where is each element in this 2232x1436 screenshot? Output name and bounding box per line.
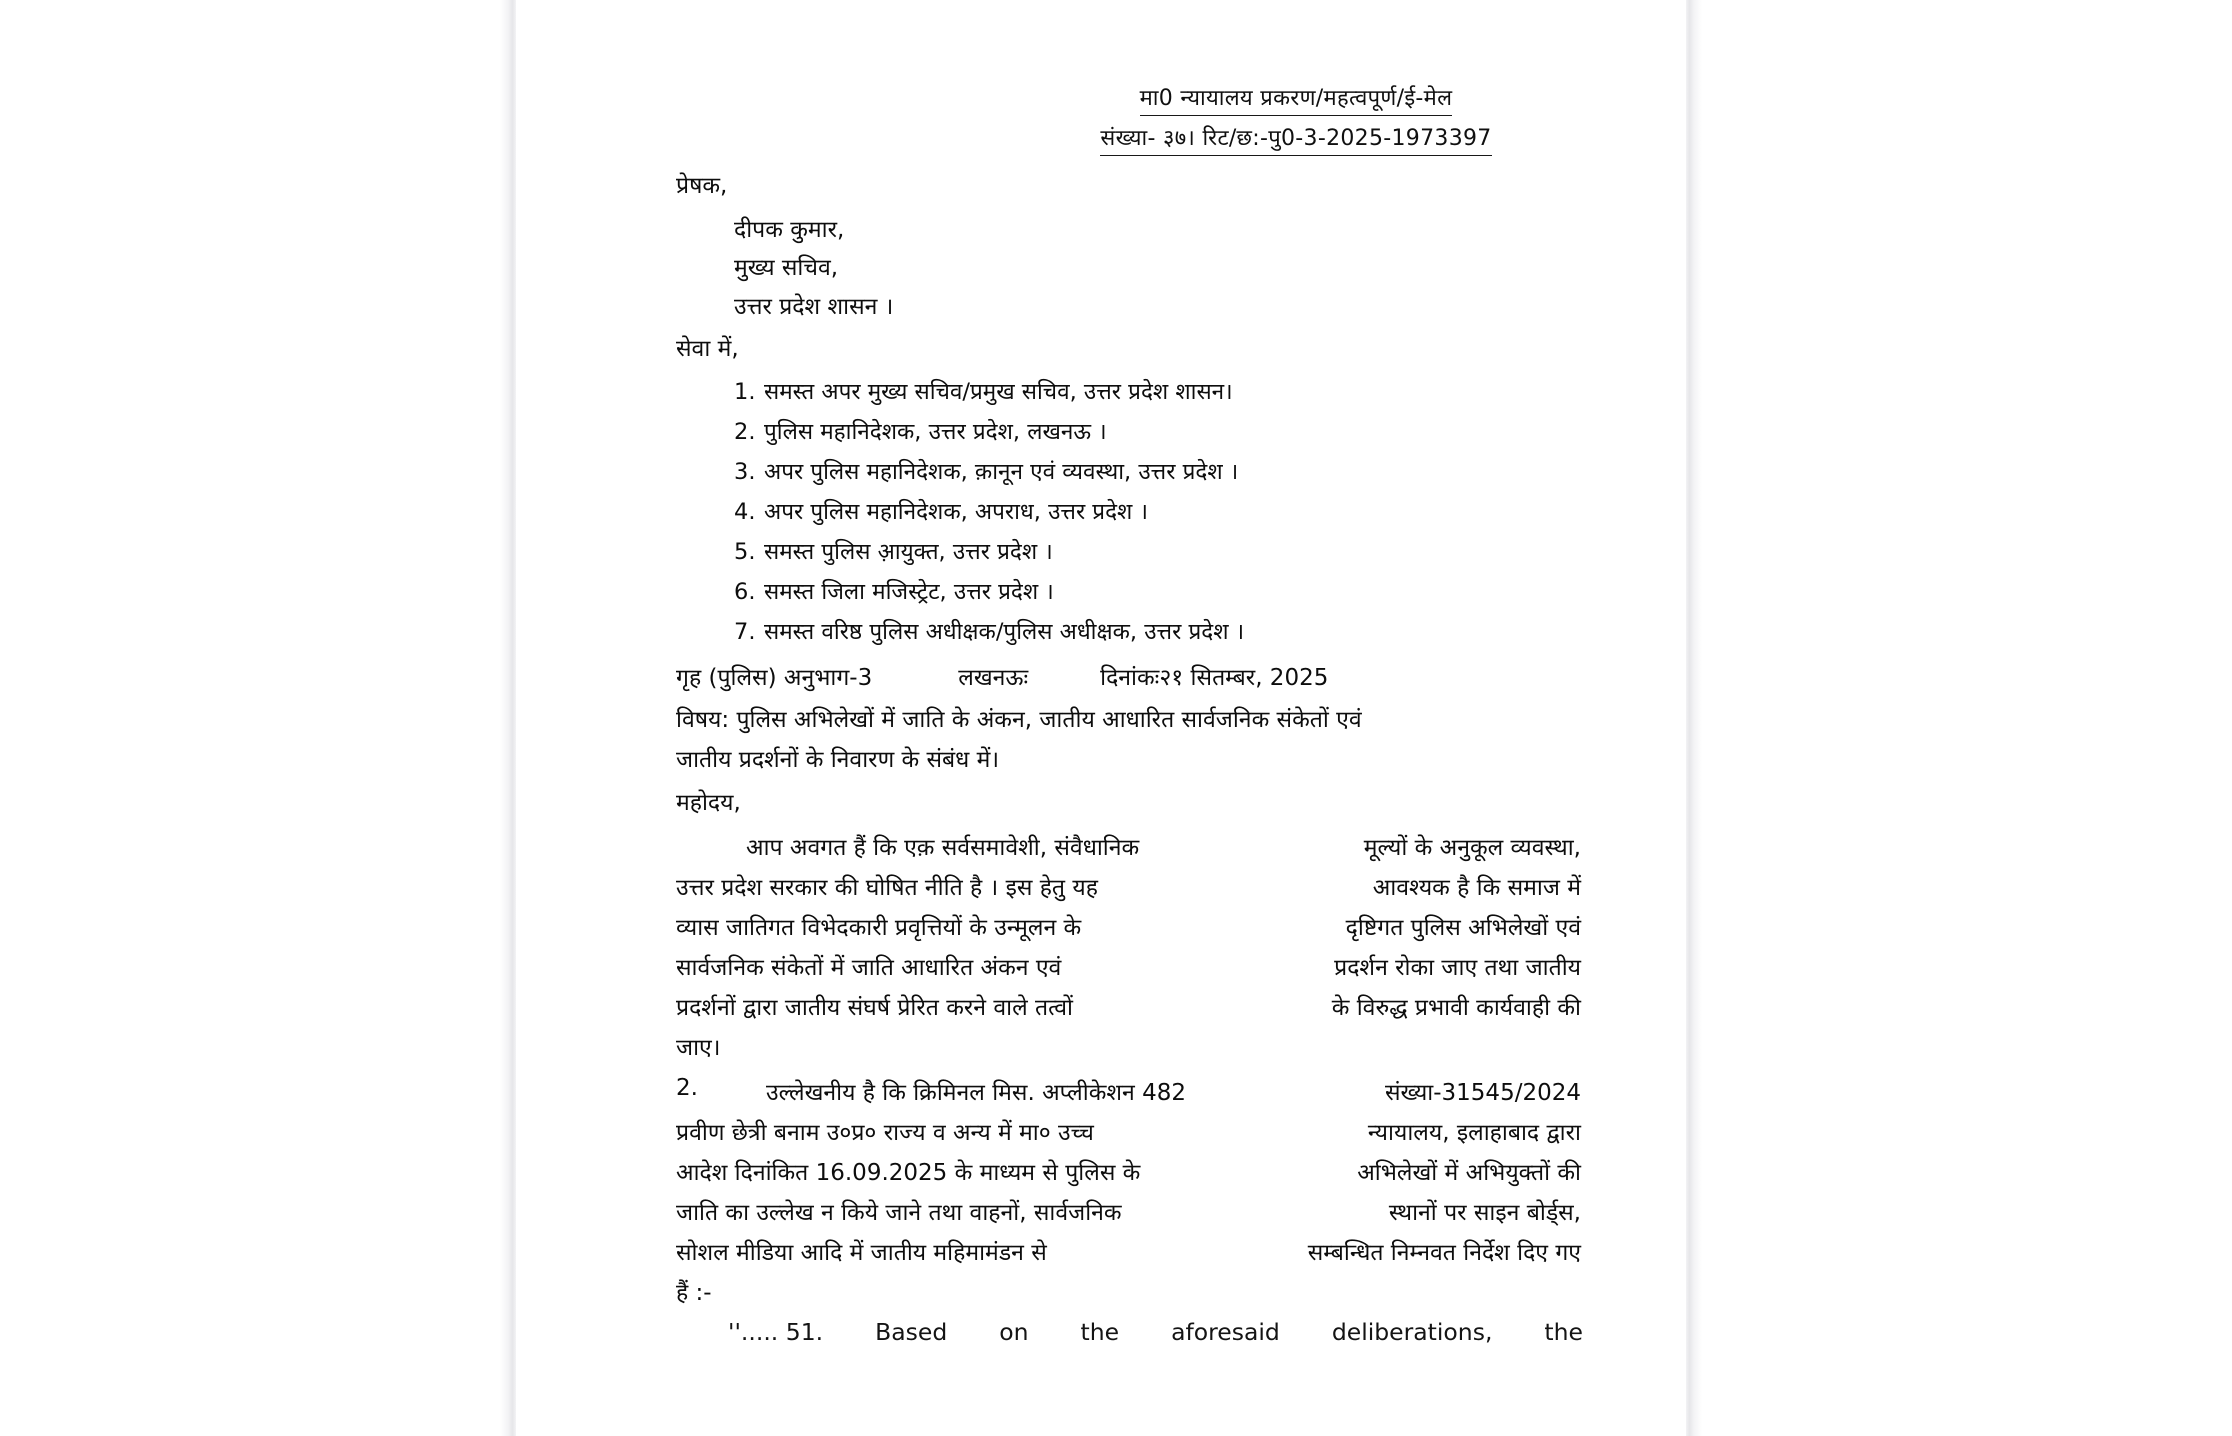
recipient-label: अपर पुलिस महानिदेशक, क़ानून एवं व्यवस्था, उत्तर प्रदेश ।: [764, 459, 1239, 485]
court-reference-text-2: संख्या- ३७। रिट/छ:-पु0-3-2025-1973397: [1100, 122, 1491, 156]
recipient-item: [734, 455, 1238, 486]
para2-line-right: सम्बन्धित निम्नवत निर्देश दिए गए: [1307, 1240, 1581, 1266]
page-right-shadow: [1684, 0, 1702, 1436]
para1-line-right: मूल्यों के अनुकूल व्यवस्था,: [1363, 835, 1581, 861]
meta-row: [676, 660, 1328, 692]
recipient-item: [734, 495, 1148, 526]
para1-line: [676, 990, 1581, 1022]
court-reference-text-1: मा0 न्यायालय प्रकरण/महत्वपूर्ण/ई-मेल: [1140, 82, 1453, 116]
recipient-number: 6.: [734, 579, 756, 605]
quote-word: ''..... 51.: [728, 1318, 824, 1346]
para2-line: [676, 1075, 1581, 1107]
para2-line-left: जाति का उल्लेख न किये जाने तथा वाहनों, सार्वजनिक: [676, 1200, 1122, 1226]
para1-line-left: उत्तर प्रदेश सरकार की घोषित नीति है । इस हेतु यह: [676, 875, 1098, 901]
para1-line: [676, 830, 1581, 862]
from-office: उत्तर प्रदेश शासन ।: [734, 294, 894, 320]
para1-line: जाए।: [676, 1035, 721, 1061]
para2-line-left: आदेश दिनांकित 16.09.2025 के माध्यम से पुलिस के: [676, 1160, 1141, 1186]
para1-line: [676, 910, 1581, 942]
place-label: लखनऊः: [958, 665, 1029, 691]
para2-line-right: स्थानों पर साइन बोर्ड्स,: [1388, 1200, 1581, 1226]
document-page: [516, 0, 1686, 1436]
to-label: सेवा में,: [676, 336, 739, 362]
quote-word: deliberations,: [1331, 1318, 1493, 1346]
para1-line-right: आवश्यक है कि समाज में: [1372, 875, 1581, 901]
recipient-number: 5.: [734, 539, 756, 565]
quote-word: Based: [875, 1318, 948, 1346]
court-reference-line-2: [936, 122, 1656, 156]
para2-line: [676, 1235, 1581, 1267]
para2-line: [676, 1155, 1581, 1187]
para2-number: 2.: [676, 1075, 698, 1101]
quote-word: the: [1544, 1318, 1583, 1346]
para1-line-left: प्रदर्शनों द्वारा जातीय संघर्ष प्रेरित करने वाले तत्वों: [676, 995, 1073, 1021]
recipient-item: [734, 375, 1233, 406]
quote-word: on: [999, 1318, 1029, 1346]
para1-line-right: के विरुद्ध प्रभावी कार्यवाही की: [1331, 995, 1581, 1021]
page-content: [516, 0, 1686, 1436]
salutation: महोदय,: [676, 790, 741, 816]
recipient-number: 7.: [734, 619, 756, 645]
para2-line-right: अभिलेखों में अभियुक्तों की: [1357, 1160, 1581, 1186]
para2-line-left: प्रवीण छेत्री बनाम उ०प्र० राज्य व अन्य में मा० उच्च: [676, 1120, 1094, 1146]
recipient-label: समस्त वरिष्ठ पुलिस अधीक्षक/पुलिस अधीक्षक, उत्तर प्रदेश ।: [764, 619, 1245, 645]
recipient-label: समस्त अपर मुख्य सचिव/प्रमुख सचिव, उत्तर प्रदेश शासन।: [764, 379, 1233, 405]
court-reference-line-1: [936, 82, 1656, 116]
recipient-item: [734, 615, 1244, 646]
recipient-item: [734, 575, 1054, 606]
recipient-label: पुलिस महानिदेशक, उत्तर प्रदेश, लखनऊ ।: [764, 419, 1107, 445]
para1-line-right: दृष्टिगत पुलिस अभिलेखों एवं: [1345, 915, 1581, 941]
from-name: दीपक कुमार,: [734, 217, 845, 243]
para2-line-left: उल्लेखनीय है कि क्रिमिनल मिस. अप्लीकेशन 482: [766, 1080, 1186, 1106]
recipient-number: 4.: [734, 499, 756, 525]
recipient-number: 1.: [734, 379, 756, 405]
recipient-label: समस्त जिला मजिस्ट्रेट, उत्तर प्रदेश ।: [764, 579, 1054, 605]
department-label: गृह (पुलिस) अनुभाग-3: [676, 665, 873, 691]
para1-line-left: व्यास जातिगत विभेदकारी प्रवृत्तियों के उन्मूलन के: [676, 915, 1082, 941]
quote-word: the: [1080, 1318, 1120, 1346]
quote-word: aforesaid: [1171, 1318, 1280, 1346]
recipient-number: 3.: [734, 459, 756, 485]
para2-line: [676, 1195, 1581, 1227]
recipient-item: [734, 415, 1107, 446]
para2-line-right: न्यायालय, इलाहाबाद द्वारा: [1367, 1120, 1581, 1146]
para1-line-left: आप अवगत हैं कि एक़ सर्वसमावेशी, संवैधानिक: [746, 835, 1140, 861]
para1-line-right: प्रदर्शन रोका जाए तथा जातीय: [1334, 955, 1581, 981]
subject-line-1: विषय: पुलिस अभिलेखों में जाति के अंकन, जातीय आधारित सार्वजनिक संकेतों एवं: [676, 707, 1362, 733]
para1-line: [676, 870, 1581, 902]
recipient-label: समस्त पुलिस आ़युक्त, उत्तर प्रदेश ।: [764, 539, 1053, 565]
quotation-line: [728, 1318, 1583, 1346]
para1-line: [676, 950, 1581, 982]
recipient-item: [734, 535, 1053, 566]
para2-line-left: सोशल मीडिया आदि में जातीय महिमामंडन से: [676, 1240, 1047, 1266]
from-label: प्रेषक,: [676, 173, 728, 199]
date-label: दिनांकः२१ सितम्बर, 2025: [1100, 665, 1329, 691]
recipient-number: 2.: [734, 419, 756, 445]
para1-line-left: सार्वजनिक संकेतों में जाति आधारित अंकन एवं: [676, 955, 1062, 981]
para2-line-right: संख्या-31545/2024: [1384, 1080, 1581, 1106]
from-designation: मुख्य सचिव,: [734, 255, 839, 281]
recipient-label: अपर पुलिस महानिदेशक, अपराध, उत्तर प्रदेश ।: [764, 499, 1149, 525]
para2-line: [676, 1115, 1581, 1147]
subject-line-2: जातीय प्रदर्शनों के निवारण के संबंध में।: [676, 747, 1000, 773]
para2-line: हैं :-: [676, 1280, 712, 1306]
